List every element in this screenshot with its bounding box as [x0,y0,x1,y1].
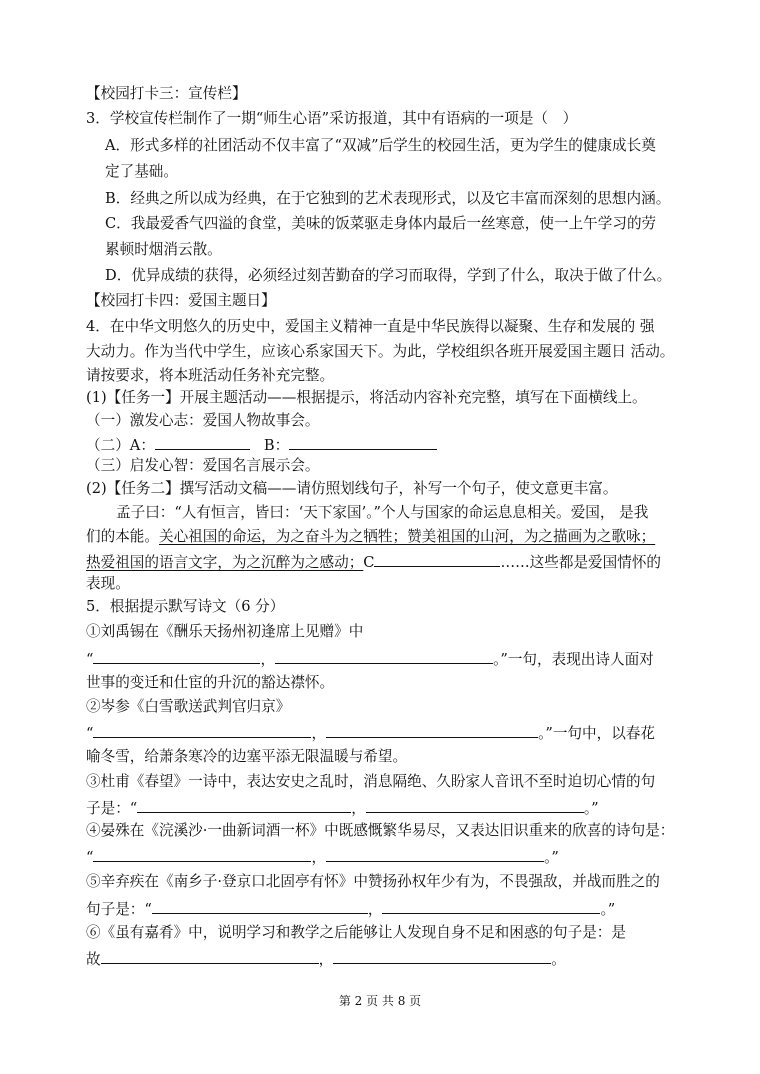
instinct-text: 们的本能。 [86,528,159,545]
poem-2-blank-1[interactable] [93,722,311,738]
blank-c-label: C [363,554,375,571]
poem-3-tail: 。” [583,800,599,817]
poem-5-blank-2[interactable] [382,898,600,914]
task-1-prompt: (1)【任务一】开展主题活动——根据提示，将活动内容补充完整，填写在下面横线上。 [86,389,647,406]
underlined-sentence-2: 热爱祖国的语言文字，为之沉醉为之感动； [86,554,364,571]
patriotism-text: ……这些都是爱国情怀的 [500,554,662,571]
poem-item-5: ⑤辛弃疾在《南乡子·登京口北固亭有怀》中赞扬孙权年少有为，不畏强敌，并战而胜之的 [86,873,660,890]
poem-item-1-line2: 世事的变迁和仕宦的升沉的豁达襟怀。 [86,674,335,691]
option-d: D．优异成绩的获得，必须经过刻苦勤奋的学习而取得，学到了什么，取决于做了什么。 [105,267,672,284]
poem-3-blank-1[interactable] [137,797,351,813]
task-1-item-2 [86,434,437,456]
poem-item-4-blanks [86,846,559,868]
item-2-a-label: （二）A： [86,437,155,454]
poem-5-lead: 句子是：“ [86,901,152,918]
poem-4-blank-1[interactable] [93,846,311,862]
option-a-line2: 定了基础。 [105,163,178,180]
underlined-sentence-1: 关心祖国的命运，为之奋斗为之牺牲；赞美祖国的山河，为之描画为之歌咏； [158,528,656,545]
poem-item-6-blanks [86,948,566,970]
poem-item-5-blanks [86,898,615,920]
section-3-heading: 【校园打卡三：宣传栏】 [86,85,247,102]
question-4-para1: 4．在中华文明悠久的历史中，爱国主义精神一直是中华民族得以凝聚、生存和发展的 强 [86,318,655,335]
poem-2-tail: 。”一句中，以春花 [538,725,655,742]
quote-open: “ [86,725,94,742]
answer-blank-b[interactable] [289,434,437,450]
option-c-line2: 累顿时烟消云散。 [105,241,222,258]
mencius-para-line4: 表现。 [86,575,130,592]
comma: ， [311,849,327,866]
comma: ， [351,800,366,817]
poem-6-lead: 故 [86,951,101,968]
poem-item-1-blanks [86,648,654,670]
question-5-stem: 5．根据提示默写诗文（6 分） [86,598,285,615]
question-4-para2: 大动力。作为当代中学生，应该心系家国天下。为此，学校组织各班开展爱国主题日 活动。 [86,343,675,360]
option-b: B．经典之所以成为经典，在于它独到的艺术表现形式，以及它丰富而深刻的思想内涵。 [105,190,671,207]
mencius-para-line3 [86,551,661,573]
page-number-footer: 第 2 页 共 8 页 [338,994,422,1008]
quote-open: “ [86,849,94,866]
poem-4-blank-2[interactable] [326,846,544,862]
poem-1-blank-2[interactable] [275,648,493,664]
answer-blank-c[interactable] [374,551,500,567]
answer-blank-a[interactable] [155,434,250,450]
poem-5-blank-1[interactable] [152,898,368,914]
item-2-b-label: B： [263,437,290,454]
mencius-para-line2 [86,527,655,547]
poem-6-blank-1[interactable] [101,948,319,964]
comma: ， [318,951,334,968]
question-4-para3: 请按要求，将本班活动任务补充完整。 [86,367,335,384]
poem-6-tail: 。 [551,951,566,968]
comma: ， [311,725,327,742]
poem-1-tail: 。”一句，表现出诗人面对 [493,651,654,668]
task-1-item-3: （三）启发心智：爱国名言展示会。 [86,457,320,474]
option-c-line1: C．我最爱香气四溢的食堂，美味的饭菜驱走身体内最后一丝寒意，使一上午学习的劳 [105,215,657,232]
poem-item-6: ⑥《虽有嘉肴》中，说明学习和教学之后能够让人发现自身不足和困惑的句子是：是 [86,924,626,941]
poem-item-3-blanks [86,797,599,819]
poem-item-2-blanks [86,722,655,744]
task-1-item-1: （一）激发心志：爱国人物故事会。 [86,412,320,429]
poem-5-tail: 。” [600,901,616,918]
poem-item-4: ④晏殊在《浣溪沙·一曲新词酒一杯》中既感慨繁华易尽，又表达旧识重来的欣喜的诗句是： [86,822,675,839]
section-4-heading: 【校园打卡四：爱国主题日】 [86,292,276,309]
poem-1-blank-1[interactable] [93,648,260,664]
poem-4-tail: 。” [544,849,559,866]
mencius-para-line1: 孟子曰：“人有恒言，皆曰：‘天下家国’。”个人与国家的命运息息相关。爱国， 是我 [116,504,649,521]
poem-item-2-line2: 喻冬雪，给萧条寒冷的边塞平添无限温暖与希望。 [86,748,408,765]
question-3-stem: 3．学校宣传栏制作了一期“师生心语”采访报道，其中有语病的一项是（ ） [86,110,578,127]
comma: ， [260,651,276,668]
poem-item-2: ②岑参《白雪歌送武判官归京》 [86,698,291,715]
poem-2-blank-2[interactable] [326,722,538,738]
poem-item-3: ③杜甫《春望》一诗中，表达安史之乱时，消息隔绝、久盼家人音讯不至时迫切心情的句 [86,773,656,790]
poem-3-lead: 子是：“ [86,800,138,817]
poem-item-1: ①刘禹锡在《酬乐天扬州初逢席上见赠》中 [86,623,364,640]
option-a-line1: A．形式多样的社团活动不仅丰富了“双减”后学生的校园生活，更为学生的健康成长奠 [105,137,656,154]
poem-3-blank-2[interactable] [366,797,584,813]
comma: ， [367,901,383,918]
quote-open: “ [86,651,94,668]
poem-6-blank-2[interactable] [333,948,551,964]
task-2-prompt: (2)【任务二】撰写活动文稿——请仿照划线句子，补写一个句子，使文意更丰富。 [86,480,618,497]
